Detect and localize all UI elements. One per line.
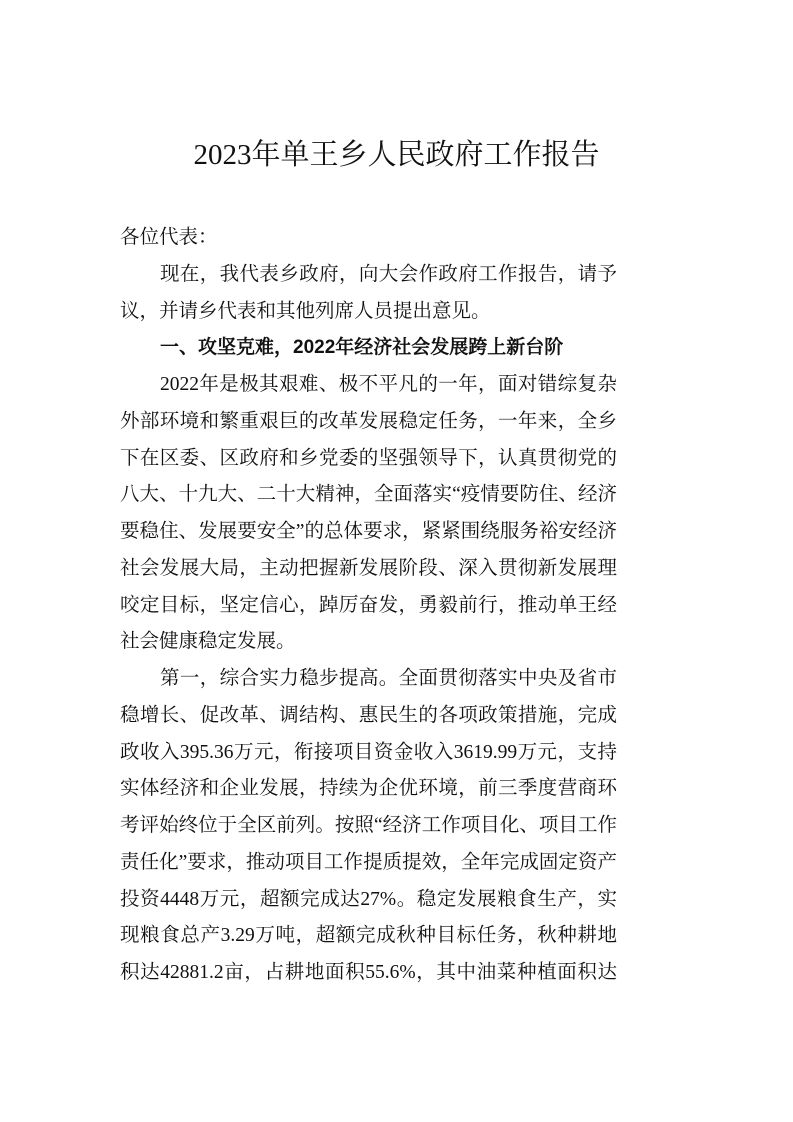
text-line: 责任化”要求，推动项目工作提质提效，全年完成固定资产 — [120, 851, 617, 873]
text-line: 咬定目标，坚定信心，踔厉奋发，勇毅前行，推动单王经 — [120, 594, 617, 616]
text-line: 2022年是极其艰难、极不平凡的一年，面对错综复杂 — [160, 374, 617, 395]
text-line: 社会发展大局，主动把握新发展阶段、深入贯彻新发展理 — [120, 557, 617, 579]
text-line: 投资4448万元，超额完成达27%。稳定发展粮食生产，实 — [120, 888, 617, 910]
text-line: 八大、十九大、二十大精神，全面落实“疫情要防住、经济 — [120, 484, 617, 506]
document-title: 2023年单王乡人民政府工作报告 — [193, 139, 600, 171]
salutation: 各位代表： — [120, 227, 218, 248]
text-line: 政收入395.36万元，衔接项目资金收入3619.99万元，支持 — [120, 741, 617, 763]
text-line: 社会健康稳定发展。 — [120, 631, 296, 653]
document-body — [120, 220, 617, 992]
text-line: 现粮食总产3.29万吨，超额完成秋种目标任务，秋种耕地 — [120, 925, 617, 947]
text-line: 要稳住、发展要安全”的总体要求，紧紧围绕服务裕安经济 — [120, 521, 617, 542]
text-line: 外部环境和繁重艰巨的改革发展稳定任务，一年来，全乡 — [120, 410, 617, 432]
text-line: 议，并请乡代表和其他列席人员提出意见。 — [120, 300, 491, 322]
section-heading: 一、攻坚克难，2022年经济社会发展跨上新台阶 — [160, 337, 564, 359]
text-line: 稳增长、促改革、调结构、惠民生的各项政策措施，完成 — [120, 704, 617, 726]
text-line: 实体经济和企业发展，持续为企优环境，前三季度营商环 — [120, 778, 617, 800]
text-line: 积达42881.2亩，占耕地面积55.6%，其中油菜种植面积达 — [120, 962, 617, 983]
text-line: 第一，综合实力稳步提高。全面贯彻落实中央及省市 — [160, 668, 617, 689]
text-line: 现在，我代表乡政府，向大会作政府工作报告，请予 — [160, 263, 617, 285]
text-line: 下在区委、区政府和乡党委的坚强领导下，认真贯彻党的 — [120, 447, 617, 469]
text-line: 考评始终位于全区前列。按照“经济工作项目化、项目工作 — [120, 815, 617, 836]
paragraph-lines — [120, 257, 617, 992]
